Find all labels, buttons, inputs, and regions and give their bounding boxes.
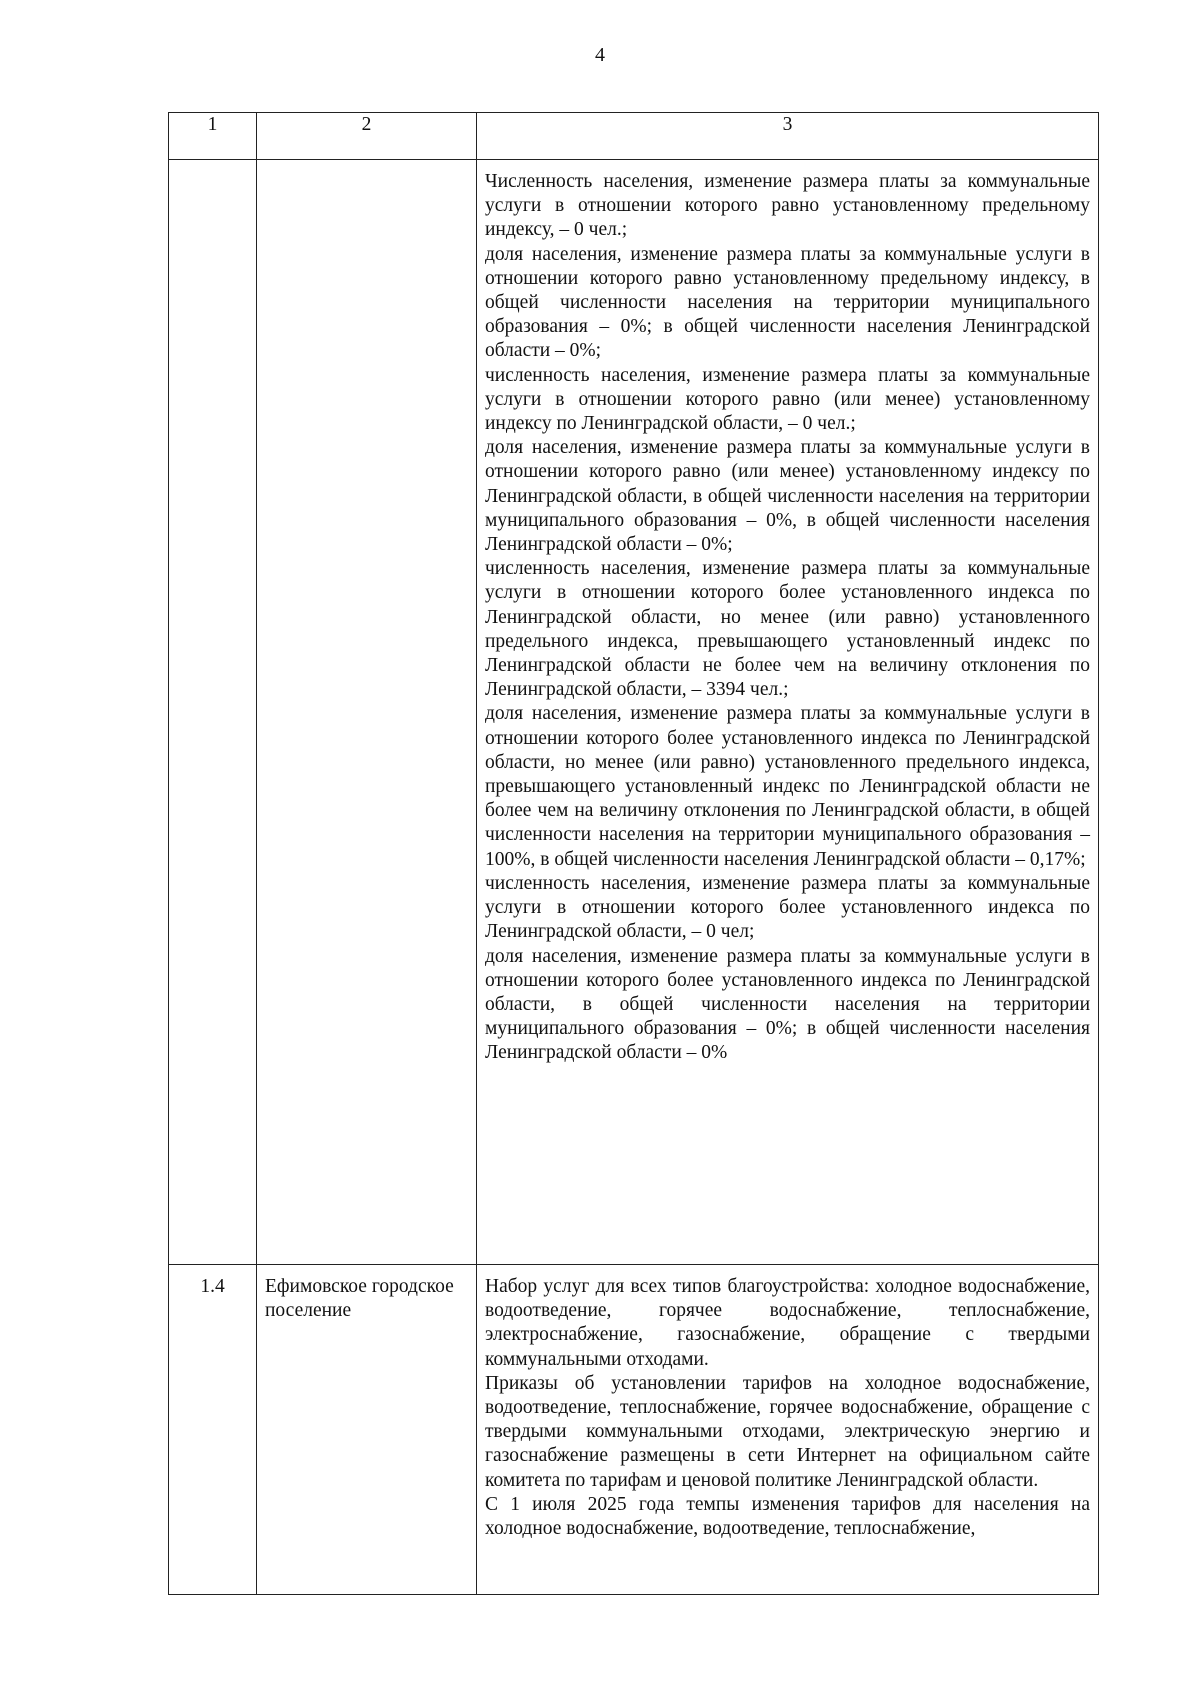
row-number [169, 160, 257, 1265]
indicator-table [168, 112, 1099, 1595]
table-row [169, 1265, 1099, 1595]
row-number: 1.4 [169, 1265, 257, 1595]
column-header-2: 2 [257, 113, 477, 160]
paragraph: Приказы об установлении тарифов на холодное водоснабжение, водоотведение, теплоснабжение, горячее водоснабжение, обращение с твердыми коммунальными отходами, электрическую энергию и газоснабжение размещены в сети Интернет на официальном сайте комитета по тарифам и ценовой политике Ленинградской области. [485, 1372, 1090, 1491]
description-cell [477, 160, 1099, 1265]
column-header-1: 1 [169, 113, 257, 160]
table-row [169, 160, 1099, 1265]
paragraph: Набор услуг для всех типов благоустройства: холодное водоснабжение, водоотведение, горячее водоснабжение, теплоснабжение, электроснабжение, газоснабжение, обращение с твердыми коммунальными отходами. [485, 1276, 1090, 1370]
paragraph: С 1 июля 2025 года темпы изменения тарифов для населения на холодное водоснабжение, водоотведение, теплоснабжение, [485, 1493, 1090, 1540]
paragraph: доля населения, изменение размера платы за коммунальные услуги в отношении которого более установленного индекса по Ленинградской области, в общей численности населения на территории муниципального образования – 0%; в общей численности населения Ленинградской области – 0% [485, 945, 1090, 1064]
paragraph: доля населения, изменение размера платы за коммунальные услуги в отношении которого более установленного индекса по Ленинградской области, но менее (или равно) установленного предельного индекса, превышающего установленный индекс по Ленинградской области не более чем на величину отклонения по Ленинградской области, в общей численности населения на территории муниципального образования – 100%, в общей численности населения Ленинградской области – 0,17%; [485, 703, 1090, 870]
paragraph: численность населения, изменение размера платы за коммунальные услуги в отношении которого более установленного индекса по Ленинградской области, но менее (или равно) установленного предельного индекса, превышающего установленный индекс по Ленинградской области не более чем на величину отклонения по Ленинградской области, – 3394 чел.; [485, 558, 1090, 701]
municipality-name: Ефимовское городское поселение [257, 1265, 477, 1595]
column-header-3: 3 [477, 113, 1099, 160]
description-cell [477, 1265, 1099, 1595]
paragraph: Численность населения, изменение размера платы за коммунальные услуги в отношении которого равно установленному предельному индексу, – 0 чел.; [485, 171, 1090, 241]
paragraph: численность населения, изменение размера платы за коммунальные услуги в отношении которого равно (или менее) установленному индексу по Ленинградской области, – 0 чел.; [485, 364, 1090, 435]
paragraph: численность населения, изменение размера платы за коммунальные услуги в отношении которого более установленного индекса по Ленинградской области, – 0 чел; [485, 872, 1090, 943]
page-number: 4 [595, 44, 605, 66]
paragraph: доля населения, изменение размера платы за коммунальные услуги в отношении которого равно установленному предельному индексу, в общей численности населения на территории муниципального образования – 0%; в общей численности населения Ленинградской области – 0%; [485, 243, 1090, 362]
paragraph: доля населения, изменение размера платы за коммунальные услуги в отношении которого равно (или менее) установленному индексу по Ленинградской области, в общей численности населения на территории муниципального образования – 0%, в общей численности населения Ленинградской области – 0%; [485, 437, 1090, 556]
municipality-name [257, 160, 477, 1265]
table-header-row [169, 113, 1099, 160]
